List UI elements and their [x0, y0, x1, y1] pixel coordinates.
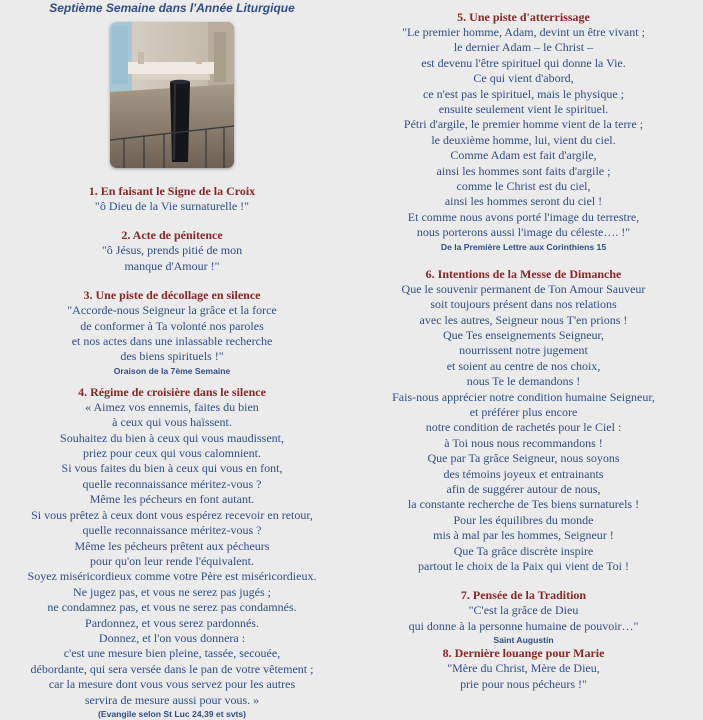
section-title: 7. Pensée de la Tradition	[460, 588, 587, 603]
source-citation: Oraison de la 7ème Semaine	[113, 365, 231, 376]
text-line: car la mesure dont vous vous servez pour les autres	[48, 677, 296, 692]
text-line: est devenu l'être spirituel qui donne la Vie.	[421, 55, 626, 70]
section-decollage	[0, 288, 344, 377]
text-line: Pour les équilibres du monde	[453, 512, 594, 527]
text-line: mis à mal par les hommes, Seigneur !	[433, 528, 614, 543]
text-line: quelle reconnaissance méritez-vous ?	[82, 523, 262, 538]
text-line: Comme Adam est fait d'argile,	[450, 148, 597, 163]
section-title: 3. Une piste de décollage en silence	[83, 288, 261, 303]
text-line: Que le souvenir permanent de Ton Amour Sauveur	[401, 281, 646, 296]
text-line: Que par Ta grâce Seigneur, nous soyons	[427, 451, 620, 466]
text-line: comme le Christ est du ciel,	[456, 179, 591, 194]
source-citation: (Evangile selon St Luc 24,39 et svts)	[97, 708, 247, 719]
text-line: à ceux qui vous haïssent.	[112, 415, 232, 430]
text-line: quelle reconnaissance méritez-vous ?	[82, 476, 262, 491]
text-line: à Toi nous nous recommandons !	[444, 435, 603, 450]
text-line: ensuite seulement vient le spirituel.	[438, 102, 609, 117]
altar-photo-image	[110, 22, 234, 168]
text-line: "Accorde-nous Seigneur la grâce et la force	[67, 303, 277, 318]
right-column	[344, 0, 703, 692]
section-title: En faisant le Signe de la Croix	[100, 184, 256, 198]
text-line: c'est une mesure bien pleine, tassée, secouée,	[63, 646, 281, 661]
text-line: afin de suggérer autour de nous,	[446, 481, 601, 496]
text-line: Ce qui vient d'abord,	[473, 71, 574, 86]
text-line: avec les autres, Seigneur nous T'en prions !	[419, 312, 628, 327]
text-line: et soient au centre de nos choix,	[446, 358, 601, 373]
section-atterrissage	[344, 10, 703, 253]
section-title: 2. Acte de pénitence	[121, 228, 223, 243]
altar-photo	[110, 22, 234, 168]
text-line: priez pour ceux qui vous calomnient.	[83, 446, 261, 461]
text-line: « Aimez vos ennemis, faites du bien	[85, 399, 259, 414]
source-citation: Saint Augustin	[493, 635, 554, 646]
text-line: nous Te le demandons !	[466, 374, 581, 389]
text-line: Ne jugez pas, et vous ne serez pas jugés ;	[73, 584, 271, 599]
text-line: Même les pécheurs en font autant.	[89, 492, 255, 507]
text-line: et nos actes dans une inlassable recherche	[71, 334, 273, 349]
text-line: soit toujours présent dans nos relations	[430, 297, 617, 312]
text-line: prie pour nous pécheurs !"	[460, 676, 587, 691]
text-line: Si vous faites du bien à ceux qui vous en font,	[61, 461, 283, 476]
section-number: 1.	[88, 184, 98, 198]
text-line: pour qu'on leur rende l'équivalent.	[90, 553, 254, 568]
text-line: "Le premier homme, Adam, devint un être vivant ;	[402, 25, 645, 39]
text-line: ainsi les hommes sont faits d'argile ;	[436, 163, 611, 178]
text-line: de conformer à Ta volonté nos paroles	[80, 318, 264, 333]
text-line: ne condamnez pas, et vous ne serez pas condamnés.	[47, 600, 297, 615]
text-line: Que Ta grâce discrète inspire	[453, 543, 594, 558]
text-line: nourrissent notre jugement	[459, 343, 588, 358]
text-line: partout le choix de la Paix qui vient de Toi !	[418, 559, 629, 573]
section-signe-croix	[0, 184, 344, 214]
section-acte-penitence	[0, 228, 344, 274]
text-line: Souhaitez du bien à ceux qui vous maudissent,	[60, 430, 284, 445]
left-column	[0, 0, 344, 720]
text-line: "ô Dieu de la Vie surnaturelle !"	[94, 199, 250, 213]
text-line: Donnez, et l'on vous donnera :	[98, 630, 246, 645]
section-title: 6. Intentions de la Messe de Dimanche	[425, 266, 622, 281]
text-line: servira de mesure aussi pour vous. »	[84, 692, 260, 707]
text-line: nous porterons aussi l'image du céleste…. !"	[416, 225, 631, 240]
text-line: Si vous prêtez à ceux dont vous espérez recevoir en retour,	[31, 507, 313, 522]
section-louange-marie	[344, 646, 703, 692]
text-line: qui donne à la personne humaine de pouvoir…"	[408, 618, 639, 633]
section-croisiere	[0, 385, 344, 720]
section-title: 8. Dernière louange pour Marie	[442, 646, 605, 661]
text-line: le dernier Adam – le Christ –	[453, 40, 594, 55]
text-line: Fais-nous apprécier notre condition humaine Seigneur,	[392, 389, 655, 404]
text-line: et préférer plus encore	[469, 404, 578, 419]
text-line: des biens spirituels !"	[120, 349, 224, 364]
section-title: 5. Une piste d'atterrissage	[457, 10, 590, 24]
text-line: Même les pécheurs prêtent aux pécheurs	[74, 538, 270, 553]
text-line: "C'est la grâce de Dieu	[468, 603, 579, 618]
text-line: Pardonnez, et vous serez pardonnés.	[85, 615, 259, 630]
text-line: Pétri d'argile, le premier homme vient de la terre ;	[403, 117, 644, 132]
text-line: notre condition de rachetés pour le Ciel :	[425, 420, 622, 435]
text-line: manque d'Amour !"	[124, 258, 220, 273]
text-line: le deuxième homme, lui, vient du ciel.	[431, 132, 616, 147]
section-tradition	[344, 588, 703, 646]
text-line: "ô Jésus, prends pitié de mon	[101, 243, 243, 258]
text-line: Que Tes enseignements Seigneur,	[442, 327, 605, 342]
text-line: "Mère du Christ, Mère de Dieu,	[447, 661, 600, 676]
section-intentions	[344, 267, 703, 575]
text-line: des témoins joyeux et entrainants	[443, 466, 604, 481]
text-line: ce n'est pas le spirituel, mais le physique ;	[422, 86, 625, 101]
page-title: Septième Semaine dans l'Année Liturgique	[49, 1, 295, 15]
text-line: Et comme nous avons porté l'image du terrestre,	[407, 209, 640, 224]
section-title: 4. Régime de croisière dans le silence	[78, 384, 266, 399]
text-line: débordante, qui sera versée dans le pan de votre vêtement ;	[30, 661, 314, 676]
text-line: la constante recherche de Tes biens surnaturels !	[407, 497, 640, 512]
text-line: Soyez miséricordieux comme votre Père est miséricordieux.	[27, 569, 317, 584]
text-line: ainsi les hommes seront du ciel !	[444, 194, 603, 209]
source-citation: De la Première Lettre aux Corinthiens 15	[440, 241, 607, 252]
